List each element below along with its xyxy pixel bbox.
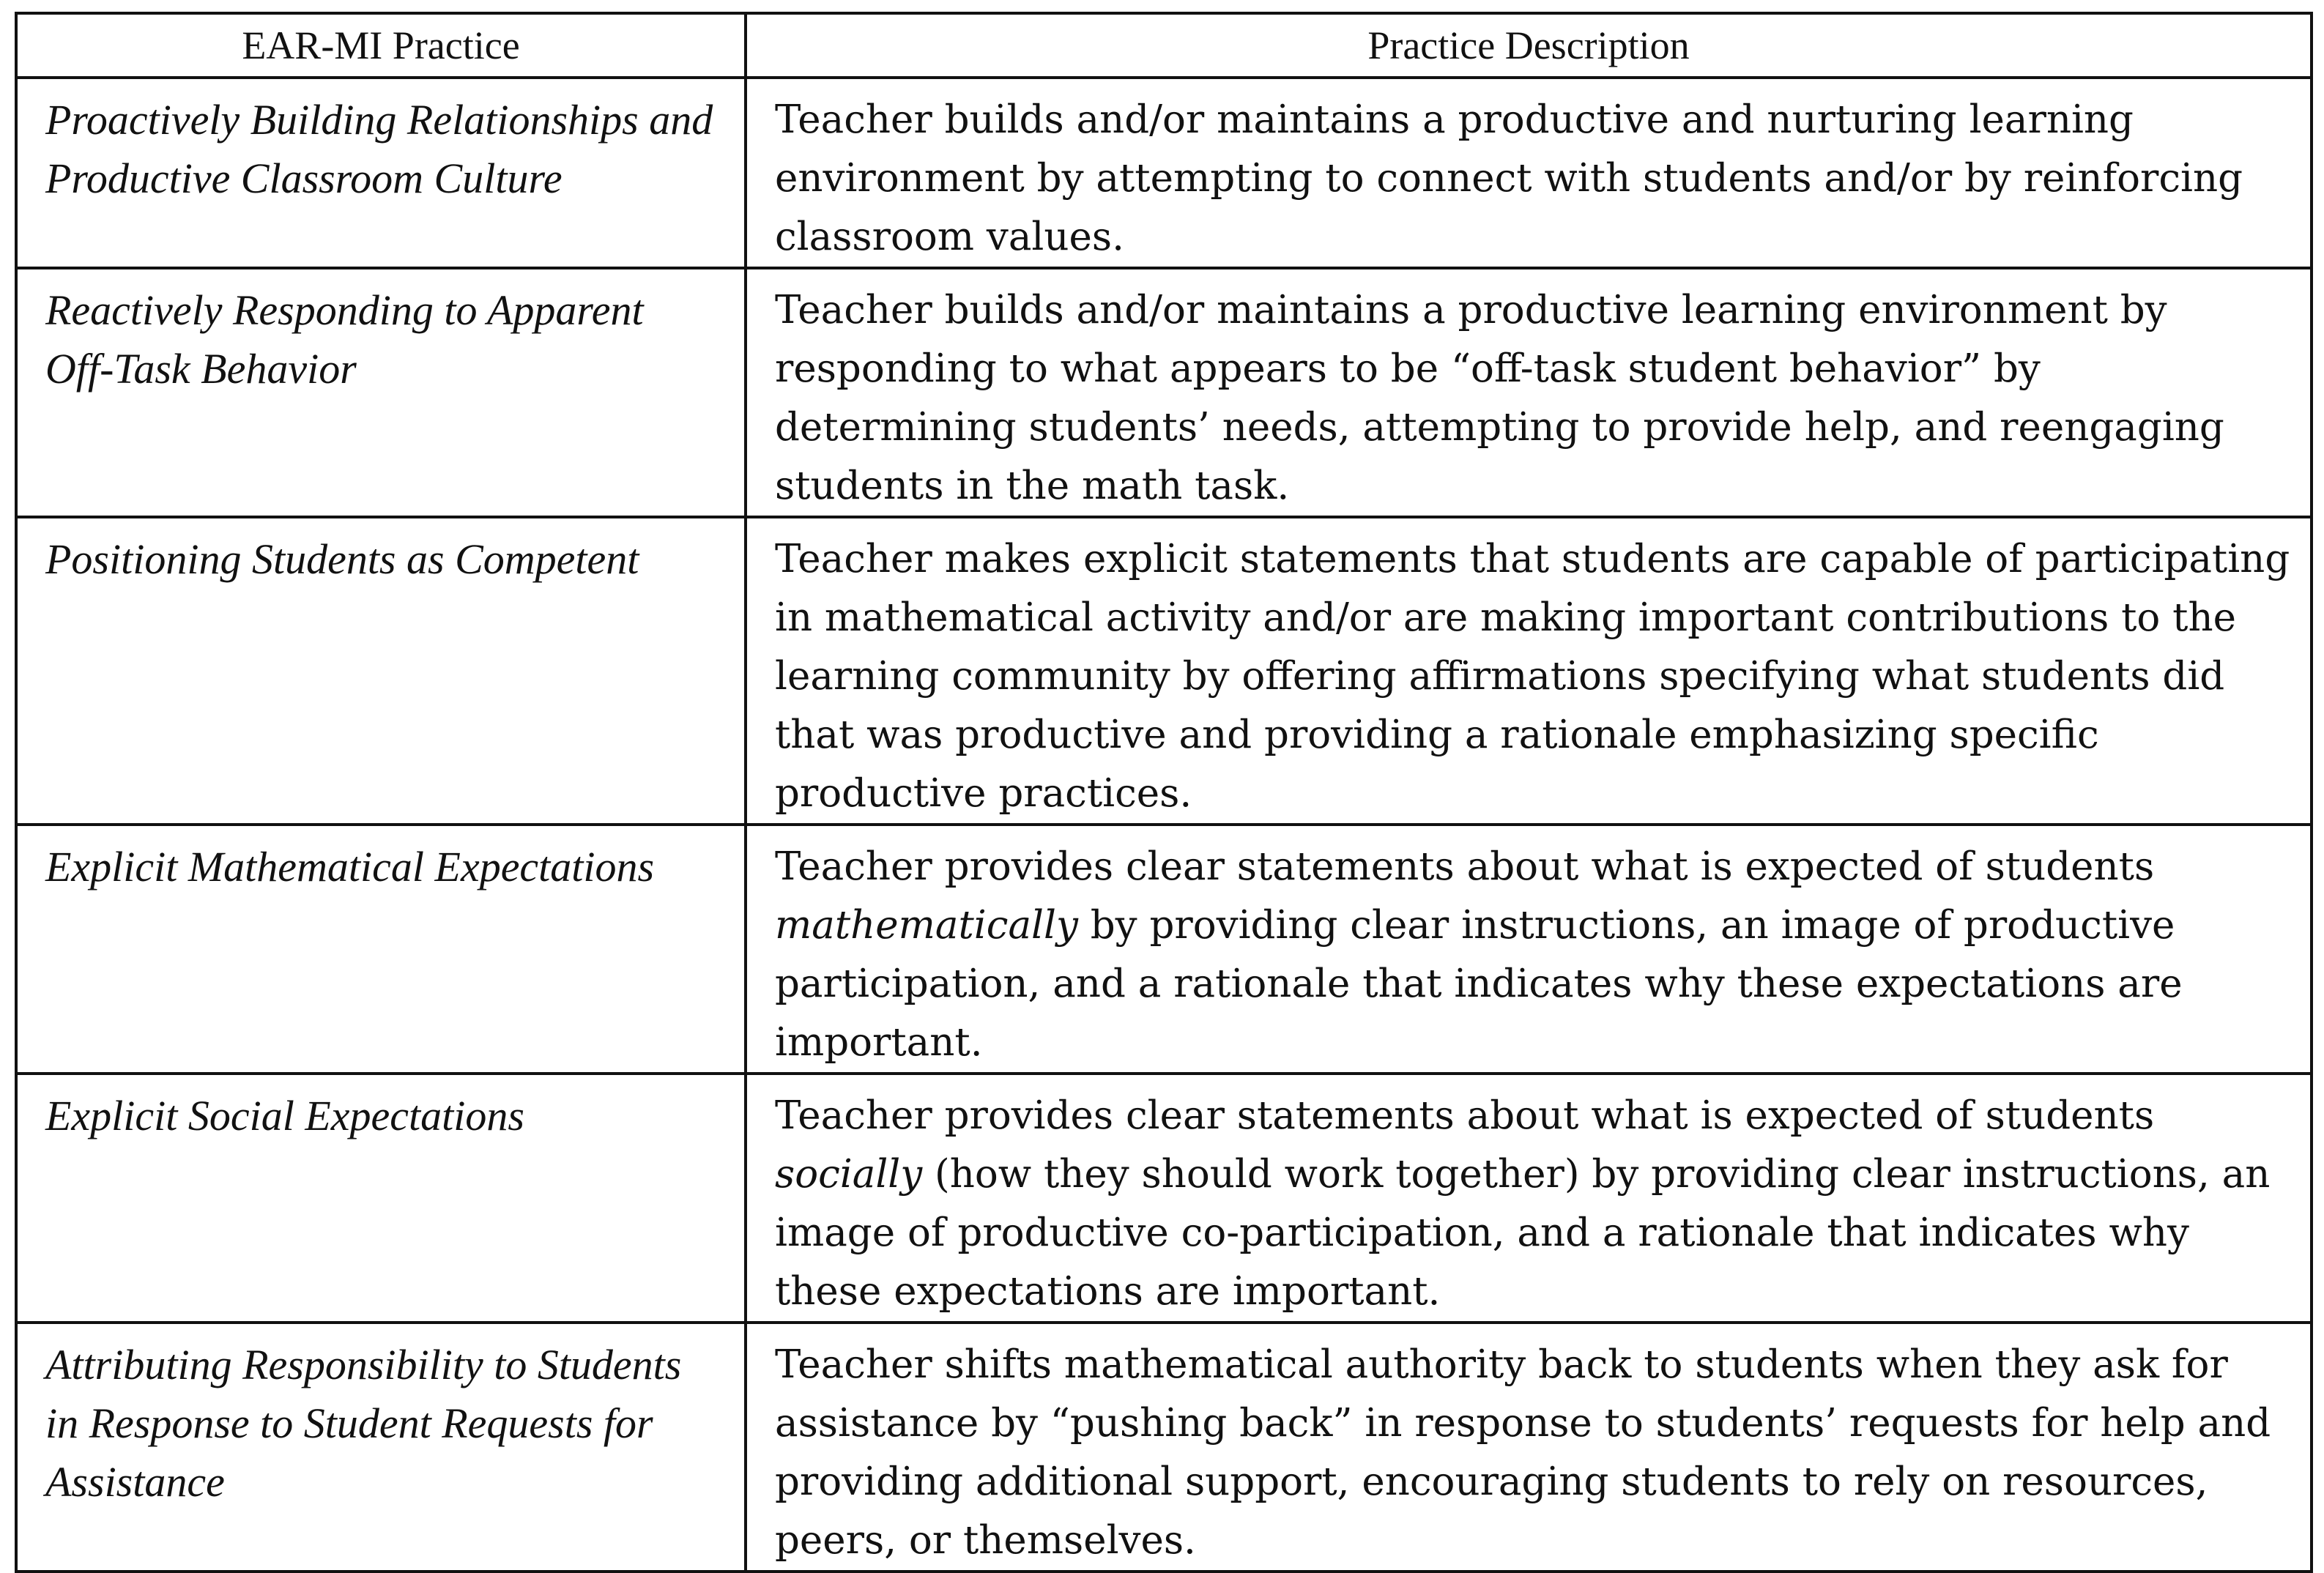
practice-description: Teacher makes explicit statements that students are capable of participating in mathematical activity and/or are making important contributions to the learning community by offering affirmations specifying what students did that was productive and providing a rationale emphasizing specific productive practices. [746,517,2312,825]
description-emphasis: mathematically [775,903,1078,948]
table-row [16,517,2312,825]
description-text: by providing clear instructions, an image of productive participation, and a rationale that indicates why these expectations are important. [775,903,2183,1065]
practice-description: Teacher shifts mathematical authority back to students when they ask for assistance by “pushing back” in response to students’ requests for help and providing additional support, encouraging students to rely on resources, peers, or themselves. [746,1323,2312,1572]
table-header-row [16,13,2312,78]
column-header-description: Practice Description [746,13,2312,78]
column-header-practice: EAR-MI Practice [16,13,746,78]
description-text: (how they should work together) by providing clear instructions, an image of productive co-participation, and a rationale that indicates why these expectations are important. [775,1152,2271,1314]
practice-name: Positioning Students as Competent [16,517,746,825]
practice-description [746,825,2312,1074]
table-row [16,1074,2312,1323]
practice-name: Reactively Responding to Apparent Off-Task Behavior [16,268,746,517]
table-row [16,268,2312,517]
table-row [16,1323,2312,1572]
table-row [16,78,2312,268]
practice-description: Teacher builds and/or maintains a productive learning environment by responding to what appears to be “off-task student behavior” by determining students’ needs, attempting to provide help, and reengaging students in the math task. [746,268,2312,517]
practices-table-container [15,12,2310,1573]
practice-name: Attributing Responsibility to Students in Response to Student Requests for Assistance [16,1323,746,1572]
description-emphasis: socially [775,1152,923,1197]
description-text: Teacher provides clear statements about what is expected of students [775,844,2155,889]
ear-mi-practices-table [15,12,2313,1573]
practice-description: Teacher builds and/or maintains a productive and nurturing learning environment by attempting to connect with students and/or by reinforcing classroom values. [746,78,2312,268]
practice-name: Explicit Mathematical Expectations [16,825,746,1074]
table-row [16,825,2312,1074]
practice-description [746,1074,2312,1323]
practice-name: Explicit Social Expectations [16,1074,746,1323]
practice-name: Proactively Building Relationships and Productive Classroom Culture [16,78,746,268]
description-text: Teacher provides clear statements about what is expected of students [775,1093,2155,1138]
